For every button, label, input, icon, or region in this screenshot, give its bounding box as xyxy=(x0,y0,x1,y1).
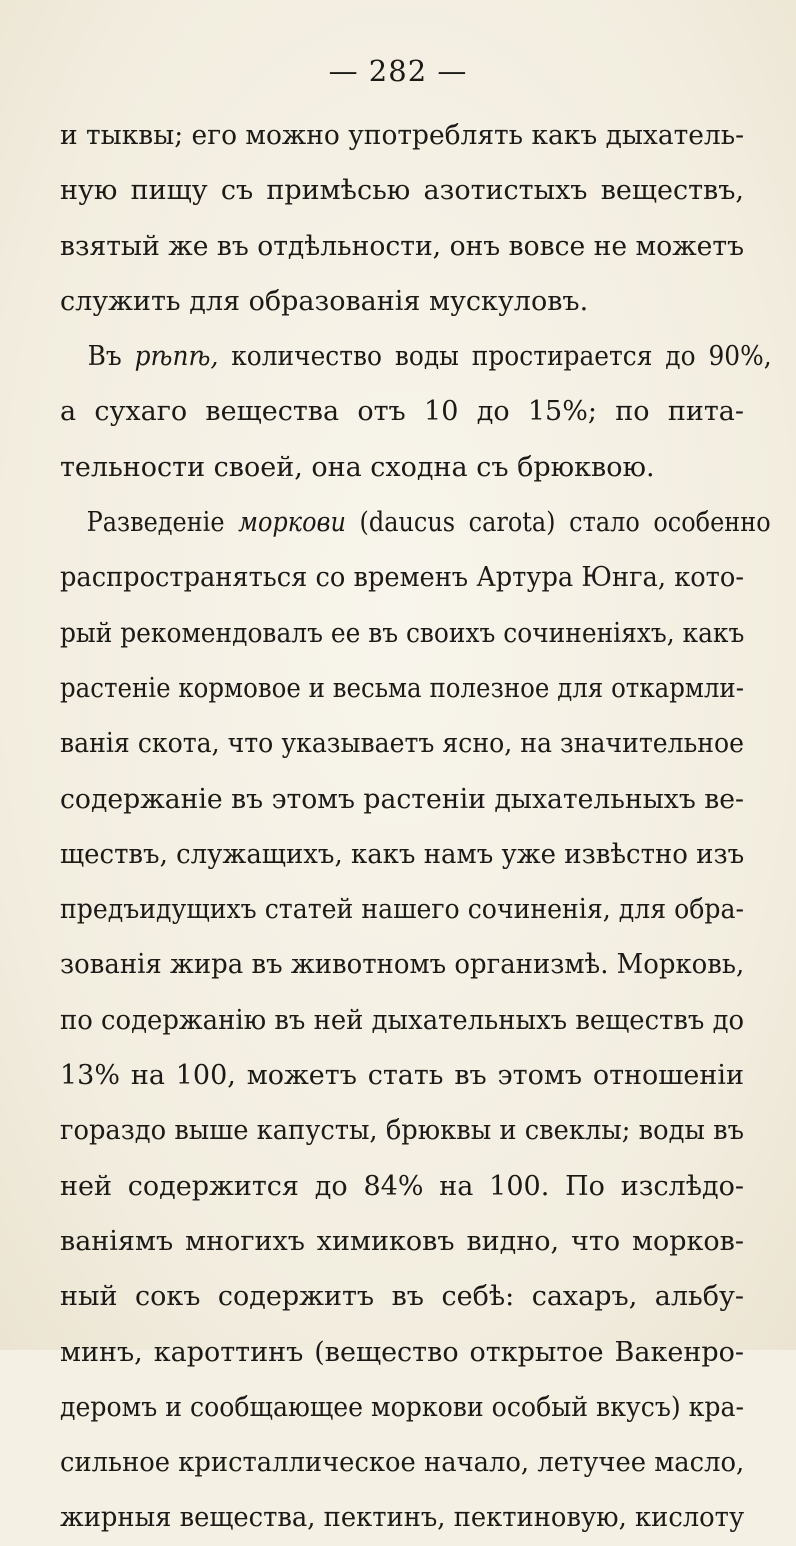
text-span: служить для образованія мускуловъ. xyxy=(60,285,589,317)
text-span: ваніямъ многихъ химиковъ видно, что морков- xyxy=(60,1225,744,1257)
text-line xyxy=(60,1490,744,1545)
text-line xyxy=(60,772,744,827)
text-span: тельности своей, она сходна съ брюквою. xyxy=(60,451,655,483)
text-line xyxy=(60,993,744,1048)
text-span: по содержанію въ ней дыхательныхъ веществъ до xyxy=(60,1004,745,1036)
text-span: 13% на 100, можетъ стать въ этомъ отношеніи xyxy=(60,1060,744,1092)
text-line xyxy=(60,1380,744,1435)
text-span: ществъ, служащихъ, какъ намъ уже извѣстно изъ xyxy=(60,838,745,870)
text-line xyxy=(60,440,744,495)
page-number: — 282 — xyxy=(328,54,468,88)
text-line xyxy=(60,882,744,937)
text-span: Разведеніе xyxy=(86,507,239,539)
text-line xyxy=(60,1214,744,1269)
text-span: рый рекомендовалъ ее въ своихъ сочиненіяхъ, какъ xyxy=(60,617,745,649)
text-line xyxy=(60,937,744,992)
text-span: ней содержится до 84% на 100. По изслѣдо- xyxy=(60,1170,744,1202)
text-line xyxy=(60,1159,744,1214)
text-line xyxy=(60,384,744,439)
text-line xyxy=(60,827,744,882)
text-span: растеніе кормовое и весьма полезное для откармли- xyxy=(60,672,744,704)
text-span: а сухаго вещества отъ 10 до 15%; по пита- xyxy=(60,396,744,428)
text-line xyxy=(60,274,744,329)
text-line xyxy=(60,219,744,274)
text-span: ванія скота, что указываетъ ясно, на значительное xyxy=(60,728,744,760)
text-line xyxy=(60,606,744,661)
text-line xyxy=(60,1435,744,1490)
text-span: зованія жира въ животномъ организмѣ. Морковь, xyxy=(60,949,745,981)
text-span: минъ, кароттинъ (вещество открытое Вакенро- xyxy=(60,1336,744,1368)
text-line xyxy=(60,108,744,163)
text-span: ную пищу съ примѣсью азотистыхъ веществъ, xyxy=(60,175,744,207)
text-line xyxy=(60,1048,744,1103)
text-line xyxy=(60,495,771,550)
text-span: взятый же въ отдѣльности, онъ вовсе не можетъ xyxy=(60,230,744,262)
italic-term: рѣпѣ, xyxy=(134,341,219,373)
text-span: распространяться со временъ Артура Юнга, кото- xyxy=(60,562,744,594)
text-line xyxy=(60,1325,744,1380)
body-text xyxy=(60,108,772,1546)
text-span: жирныя вещества, пектинъ, пектиновую, кислоту xyxy=(60,1502,745,1534)
text-span: гораздо выше капусты, брюквы и свеклы; воды въ xyxy=(60,1115,744,1147)
text-line xyxy=(60,163,744,218)
text-line xyxy=(60,661,744,716)
text-line xyxy=(60,550,744,605)
text-span: деромъ и сообщающее моркови особый вкусъ) кра- xyxy=(60,1391,744,1423)
text-line xyxy=(60,1103,744,1158)
text-span: и тыквы; его можно употреблять какъ дыхатель- xyxy=(60,120,745,151)
text-line xyxy=(60,1269,744,1324)
text-line xyxy=(60,329,772,384)
text-span: содержаніе въ этомъ растеніи дыхательныхъ ве- xyxy=(60,783,745,815)
text-span: предъидущихъ статей нашего сочиненія, для обра- xyxy=(60,894,744,926)
text-line xyxy=(60,716,744,771)
text-span: (daucus carota) стало особенно xyxy=(345,507,771,539)
text-span: ный сокъ содержитъ въ себѣ: сахаръ, альбу- xyxy=(60,1281,744,1313)
text-span: сильное кристаллическое начало, летучее масло, xyxy=(60,1447,745,1479)
text-span: количество воды простирается до 90%, xyxy=(218,341,772,373)
italic-term: моркови xyxy=(238,507,346,539)
text-span: Въ xyxy=(87,341,135,373)
